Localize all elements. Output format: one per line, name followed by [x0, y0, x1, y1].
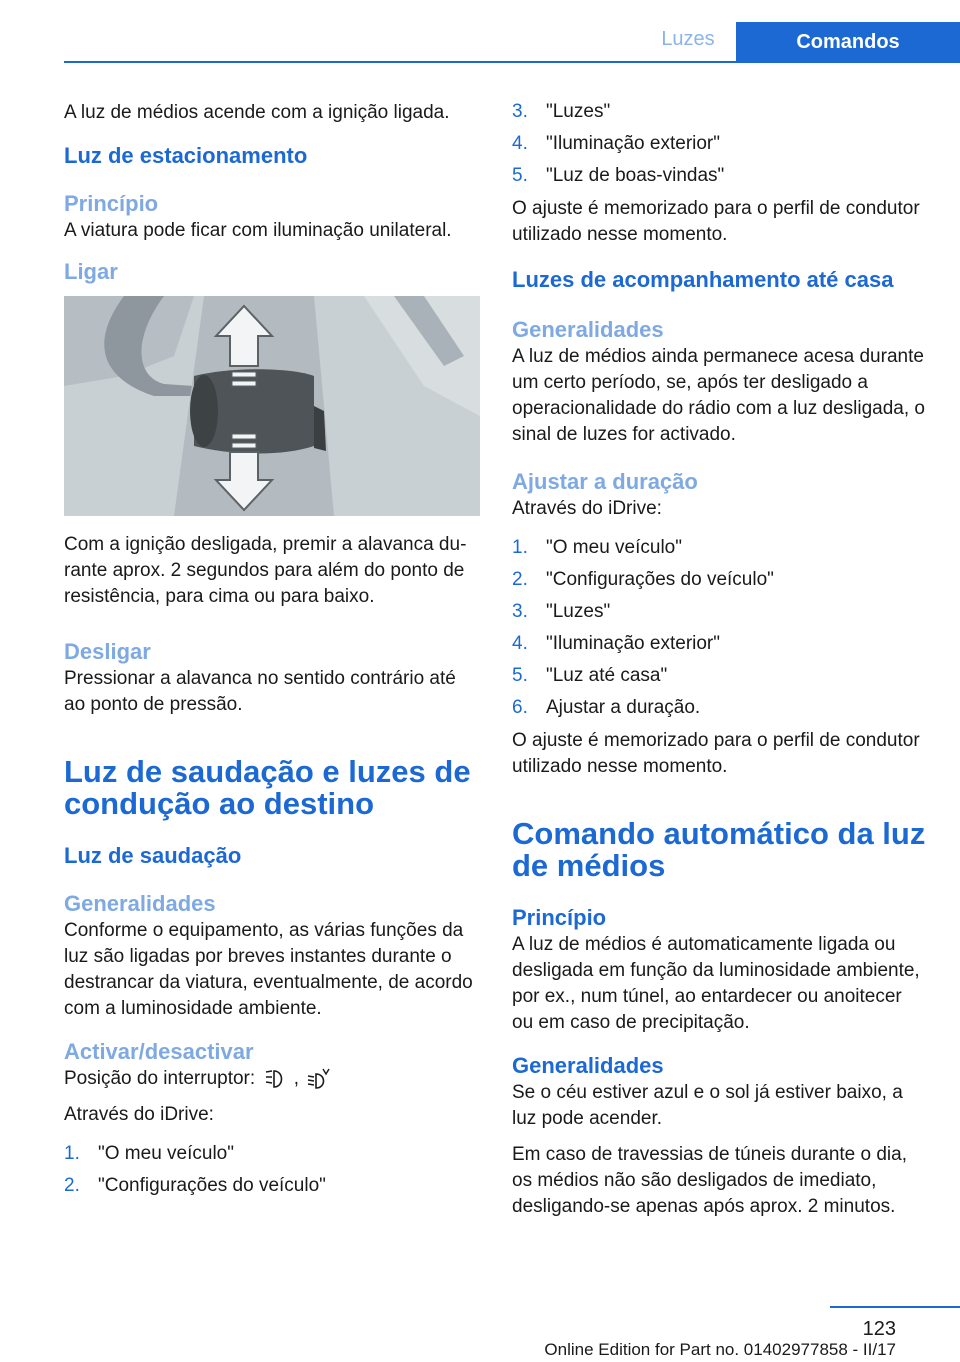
duration-steps-list	[512, 532, 926, 724]
right-steps-list	[512, 96, 926, 192]
off-text: Pressionar a alavanca no sentido contrário até ao ponto de pressão.	[64, 668, 456, 715]
activate-heading: Activar/desactivar	[64, 1039, 254, 1064]
left-column	[64, 100, 480, 1206]
general-heading-2: Generalidades	[512, 317, 664, 342]
switch-separator: ,	[293, 1068, 300, 1089]
on-text: Com a ignição desligada, premir a alavanca durante aprox. 2 segundos para além do ponto de resistência, para cima ou para baixo.	[64, 534, 467, 607]
list-item: 4. "Iluminação exterior"	[512, 633, 721, 654]
idrive-text-2: Através do iDrive:	[512, 498, 662, 519]
principle-heading: Princípio	[64, 191, 159, 216]
list-item: 1. "O meu veículo"	[512, 537, 682, 558]
edition-footer: Online Edition for Part no. 01402977858 - II/17	[544, 1340, 896, 1359]
general-text: Conforme o equipamento, as várias funções da luz são ligadas por breves instantes durante o destrancar da viatura, eventualmente, de acordo com a luminosidade ambiente.	[64, 920, 473, 1019]
duration-heading: Ajustar a duração	[512, 469, 698, 494]
parking-light-heading: Luz de estacionamento	[64, 143, 308, 168]
principle-text-2: A luz de médios é automaticamente ligada ou desligada em função da luminosidade ambiente, por ex., num túnel, ao entardecer ou anoitecer ou em caso de precipitação.	[512, 934, 920, 1033]
welcome-main-heading: Luz de saudação e luzes de condução ao destino	[64, 754, 471, 821]
footer-rule	[830, 1306, 960, 1308]
general-text-3a: Se o céu estiver azul e o sol já estiver baixo, a luz pode acender.	[512, 1082, 903, 1129]
list-item: 4. "Iluminação exterior"	[512, 133, 721, 154]
follow-me-home-heading: Luzes de acompanhamento até casa	[512, 267, 894, 292]
list-item: 3. "Luzes"	[512, 601, 611, 622]
general-text-3b: Em caso de travessias de túneis durante o dia, os médios não são desligados de imediato, desligando-se apenas após aprox. 2 minutos.	[512, 1144, 908, 1217]
low-beam-auto-icon	[304, 1068, 332, 1090]
section-tab[interactable]: Luzes	[661, 28, 715, 50]
intro-text: A luz de médios acende com a ignição ligada.	[64, 102, 450, 123]
switch-position-label: Posição do interruptor:	[64, 1068, 256, 1089]
memo-text-2: O ajuste é memorizado para o perfil de condutor utilizado nesse momento.	[512, 730, 920, 777]
list-item: 5. "Luz de boas-vindas"	[512, 165, 725, 186]
list-item: 3. "Luzes"	[512, 101, 611, 122]
page-number: 123	[862, 1318, 896, 1340]
right-column	[512, 100, 926, 1230]
turn-signal-lever-illustration	[64, 296, 480, 516]
list-item: 2. "Configurações do veículo"	[64, 1175, 326, 1196]
list-item: 2. "Configurações do veículo"	[512, 569, 774, 590]
general-heading-3: Generalidades	[512, 1053, 664, 1078]
left-steps-list	[64, 1138, 480, 1202]
parking-light-icon	[260, 1068, 288, 1090]
off-heading: Desligar	[64, 639, 151, 664]
chapter-tab[interactable]: Comandos	[736, 22, 960, 62]
welcome-light-heading: Luz de saudação	[64, 843, 242, 868]
general-heading: Generalidades	[64, 891, 216, 916]
memo-text: O ajuste é memorizado para o perfil de condutor utilizado nesse momento.	[512, 198, 920, 245]
switch-position-line	[64, 1066, 480, 1092]
general-text-2: A luz de médios ainda permanece acesa durante um certo período, se, após ter desligado a operacionalidade do rádio com a luz desligada, o sinal de luzes for activado.	[512, 346, 925, 445]
list-item: 5. "Luz até casa"	[512, 665, 668, 686]
on-heading: Ligar	[64, 259, 118, 284]
list-item: 6. Ajustar a duração.	[512, 697, 701, 718]
idrive-text: Através do iDrive:	[64, 1104, 214, 1125]
list-item: 1. "O meu veículo"	[64, 1143, 234, 1164]
principle-heading-2: Princípio	[512, 905, 607, 930]
header-rule	[64, 61, 960, 63]
principle-text: A viatura pode ficar com iluminação unilateral.	[64, 220, 452, 241]
page-header	[0, 0, 960, 62]
auto-low-beam-main-heading: Comando automático da luz de médios	[512, 816, 926, 883]
